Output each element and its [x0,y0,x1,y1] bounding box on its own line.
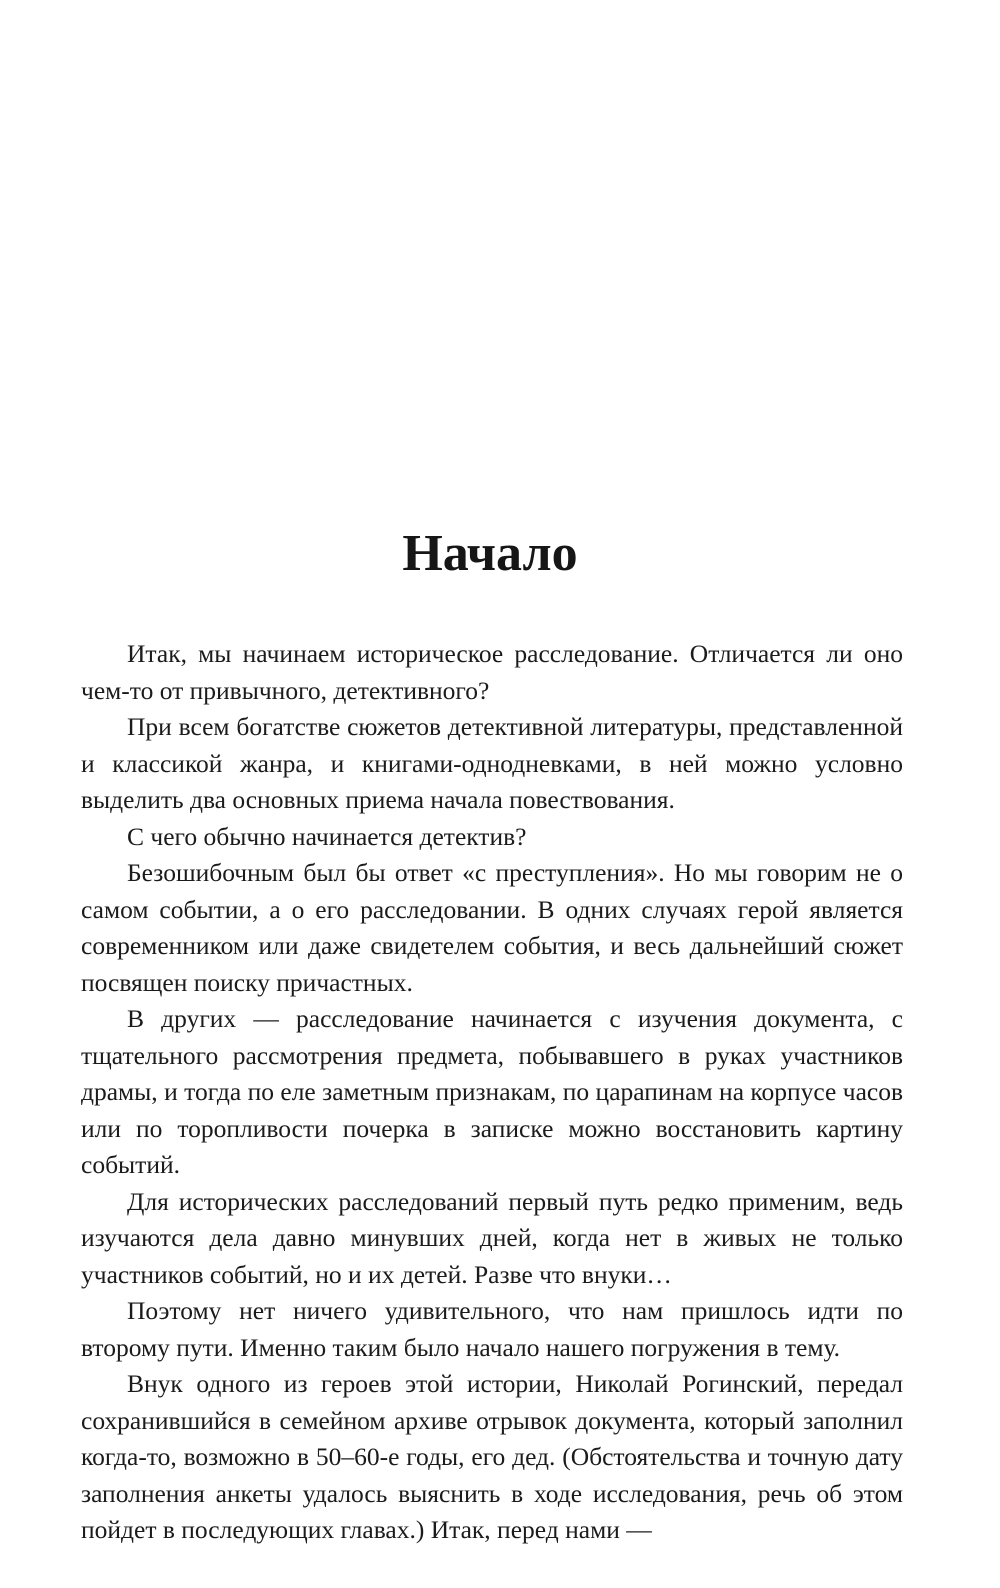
paragraph: Безошибочным был бы ответ «с преступления». Но мы говорим не о самом событии, а о его расследовании. В одних случаях герой является современником или даже свидетелем события, и весь дальнейший сюжет посвящен поиску причастных. [81,858,903,997]
paragraph: При всем богатстве сюжетов детективной литературы, представленной и классикой жанра, и книгами-однодневками, в ней можно условно выделить два основных приема начала повествования. [81,712,903,814]
paragraph: Итак, мы начинаем историческое расследование. Отличается ли оно чем-то от привычного, детективного? [81,639,903,705]
paragraph: Поэтому нет ничего удивительного, что нам пришлось идти по второму пути. Именно таким было начало нашего погружения в тему. [81,1296,903,1362]
paragraph: В других — расследование начинается с изучения документа, с тщательного рассмотрения предмета, побывавшего в руках участников драмы, и тогда по еле заметным признакам, по царапинам на корпусе часов или по торопливости почерка в записке можно восстановить картину событий. [81,1004,903,1179]
paragraph: Внук одного из героев этой истории, Николай Рогинский, передал сохранившийся в семейном архиве отрывок документа, который заполнил когда-то, возможно в 50–60-е годы, его дед. (Обстоятельства и точную дату заполнения анкеты удалось выяснить в ходе исследования, речь об этом пойдет в последующих главах.) Итак, перед нами — [81,1369,903,1544]
chapter-body [81,636,903,1549]
chapter-title: Начало [402,525,578,582]
paragraph: С чего обычно начинается детектив? [127,821,527,851]
paragraph: Для исторических расследований первый путь редко применим, ведь изучаются дела давно минувших дней, когда нет в живых не только участников событий, но и их детей. Разве что внуки… [81,1186,903,1289]
